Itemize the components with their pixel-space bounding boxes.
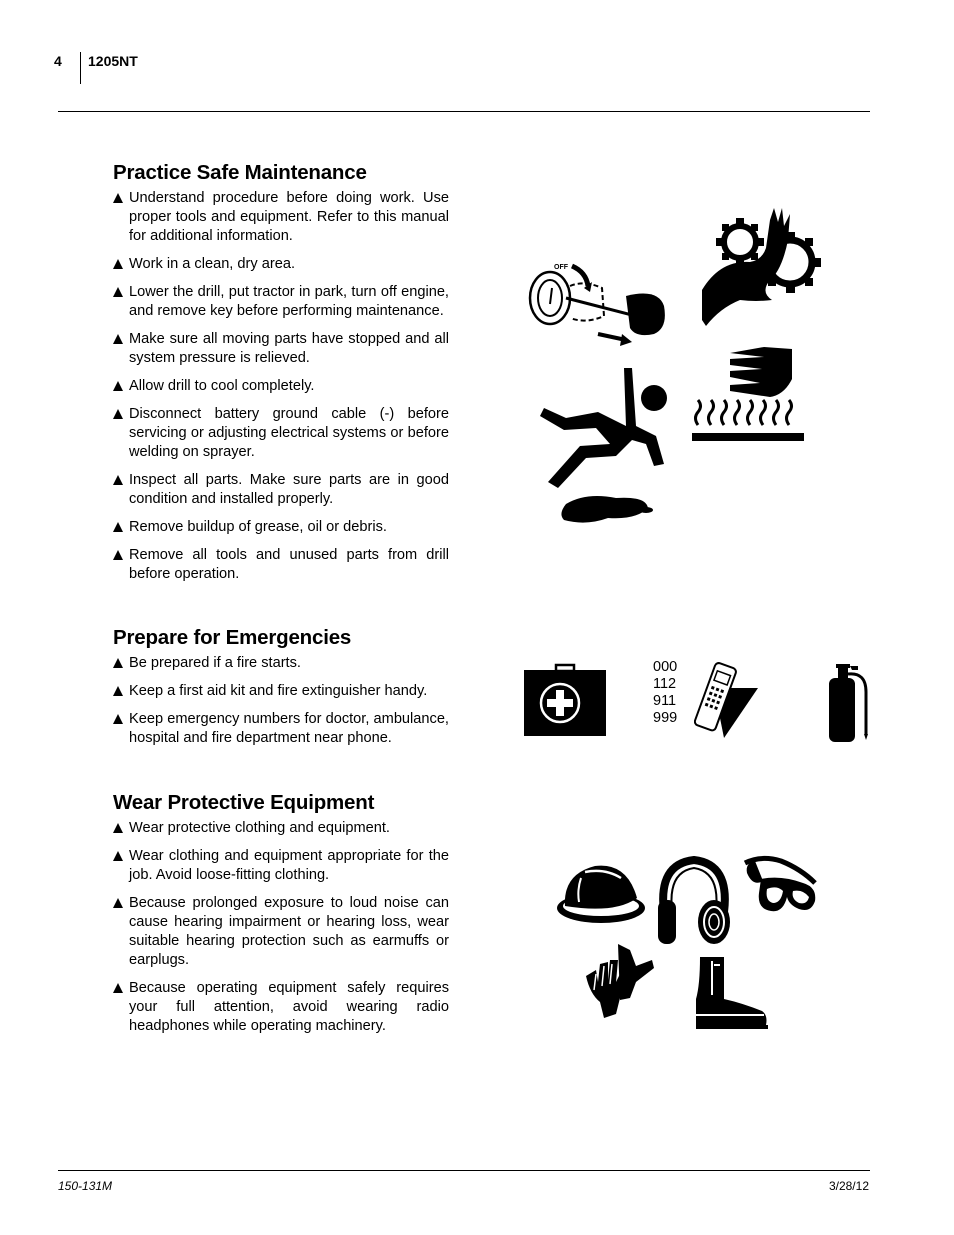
fire-extinguisher-icon [826, 662, 870, 744]
document-date: 3/28/12 [828, 1179, 869, 1193]
safety-goggles-icon [741, 853, 821, 917]
ear-protection-icon [656, 856, 732, 946]
triangle-bullet-icon [113, 898, 123, 908]
key-off-icon [526, 258, 671, 348]
page-number: 4 [54, 53, 62, 69]
list-item: Wear clothing and equipment appropriate for the job. Avoid loose-fitting clothing. [113, 847, 449, 885]
triangle-bullet-icon [113, 409, 123, 419]
triangle-bullet-icon [113, 381, 123, 391]
emergency-phone-icon [694, 660, 762, 740]
list-item: Because operating equipment safely requires your full attention, avoid wearing radio headphones while operating machinery. [113, 979, 449, 1036]
list-item: Keep emergency numbers for doctor, ambulance, hospital and fire department near phone. [113, 710, 449, 748]
first-aid-kit-icon [522, 663, 608, 739]
triangle-bullet-icon [113, 334, 123, 344]
safety-gloves-icon [582, 942, 656, 1020]
section-safe-maintenance [113, 161, 449, 593]
section-title: Practice Safe Maintenance [113, 161, 367, 184]
section-prepare-emergencies [113, 626, 449, 757]
section-protective-equipment [113, 791, 449, 1045]
triangle-bullet-icon [113, 475, 123, 485]
safety-boot-icon [694, 955, 770, 1031]
list-item: Disconnect battery ground cable (-) before servicing or adjusting electrical systems or before welding on sprayer. [113, 405, 449, 462]
triangle-bullet-icon [113, 686, 123, 696]
list-item: Lower the drill, put tractor in park, turn off engine, and remove key before performing maintenance. [113, 283, 449, 321]
triangle-bullet-icon [113, 550, 123, 560]
triangle-bullet-icon [113, 259, 123, 269]
hard-hat-icon [555, 860, 647, 926]
triangle-bullet-icon [113, 714, 123, 724]
svg-text:OFF: OFF [554, 264, 568, 271]
list-item: Allow drill to cool completely. [113, 377, 449, 396]
list-item: Understand procedure before doing work. Use proper tools and equipment. Refer to this manual for additional information. [113, 189, 449, 246]
emergency-numbers: 000 112 911 999 [653, 659, 678, 726]
triangle-bullet-icon [113, 658, 123, 668]
triangle-bullet-icon [113, 823, 123, 833]
footer-rule [58, 1170, 870, 1171]
list-item: Work in a clean, dry area. [113, 255, 449, 274]
list-item: Inspect all parts. Make sure parts are in good condition and installed properly. [113, 471, 449, 509]
list-item: Remove all tools and unused parts from drill before operation. [113, 546, 449, 584]
triangle-bullet-icon [113, 522, 123, 532]
header-rule [58, 111, 870, 112]
triangle-bullet-icon [113, 287, 123, 297]
hot-surface-icon [690, 345, 805, 445]
triangle-bullet-icon [113, 851, 123, 861]
triangle-bullet-icon [113, 193, 123, 203]
gear-entanglement-icon [700, 200, 826, 330]
list-item: Because prolonged exposure to loud noise can cause hearing impairment or hearing loss, wear suitable hearing protection such as earmuffs or earplugs. [113, 894, 449, 970]
list-item: Make sure all moving parts have stopped and all system pressure is relieved. [113, 330, 449, 368]
section-title: Wear Protective Equipment [113, 791, 375, 814]
list-item: Be prepared if a fire starts. [113, 654, 449, 673]
list-item: Wear protective clothing and equipment. [113, 819, 449, 838]
document-number: 150-131M [58, 1179, 113, 1193]
slip-hazard-icon [536, 364, 676, 526]
header-divider [80, 52, 81, 84]
list-item: Keep a first aid kit and fire extinguisher handy. [113, 682, 449, 701]
section-title: Prepare for Emergencies [113, 626, 352, 649]
list-item: Remove buildup of grease, oil or debris. [113, 518, 449, 537]
model-name: 1205NT [88, 53, 138, 69]
triangle-bullet-icon [113, 983, 123, 993]
